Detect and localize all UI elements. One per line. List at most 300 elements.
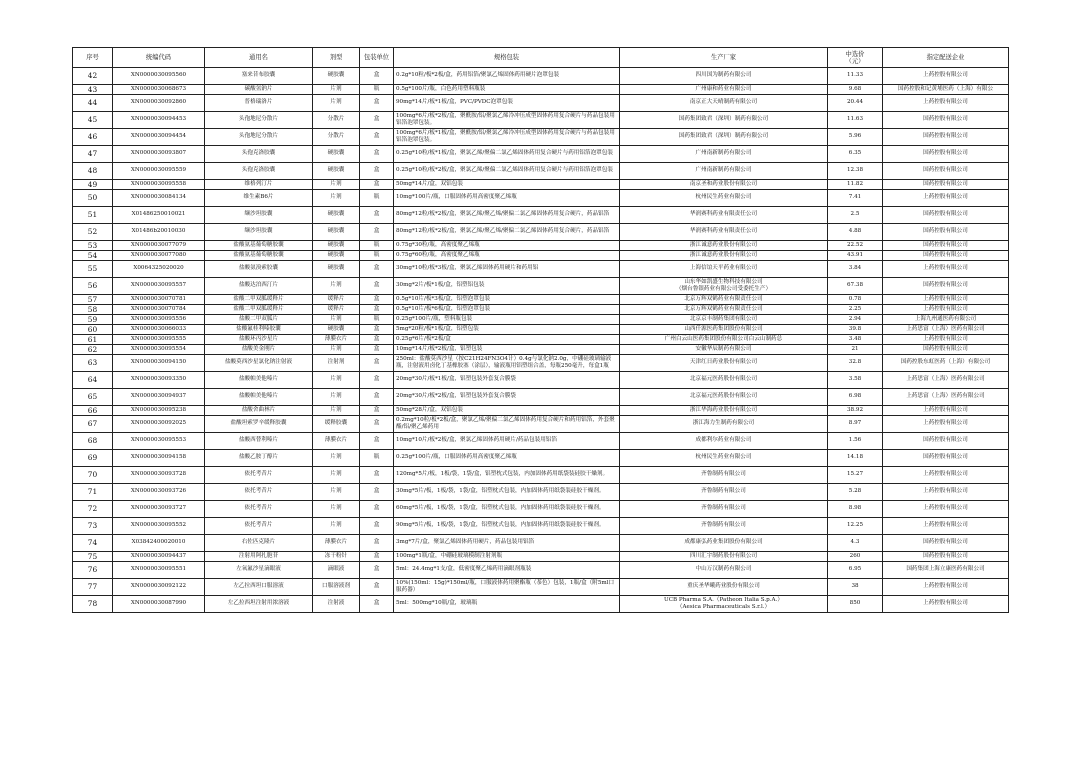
cell-package-unit-text: 盒: [373, 583, 380, 590]
table-row: [73, 596, 1009, 613]
cell-generic-name-text: 盐酸氟桂利嗪胶囊: [236, 325, 281, 332]
cell-price: [828, 278, 883, 295]
cell-price: [828, 450, 883, 467]
cell-code-text: XN0000030093727: [130, 505, 187, 512]
cell-package-unit-text: 盒: [373, 265, 380, 272]
cell-price-text: 5.28: [848, 488, 862, 495]
cell-spec: [394, 518, 620, 535]
cell-manufacturer-text: 广州康和药业有限公司: [695, 85, 752, 92]
cell-code: [113, 389, 205, 406]
cell-spec: [394, 372, 620, 389]
cell-dosage-form-text: 分散片: [327, 133, 345, 140]
cell-spec-text: 5ml：24.4mg*1支/盒，低密度聚乙烯药用滴眼剂瓶装: [396, 566, 532, 573]
cell-spec-text: 50mg*28片/盒，双铝包装: [396, 406, 463, 413]
cell-price: [828, 579, 883, 596]
cell-package-unit-text: 盒: [373, 552, 380, 559]
cell-index: [73, 295, 113, 305]
cell-code: [113, 261, 205, 278]
cell-price: [828, 146, 883, 163]
cell-distributor-text: 上药控股有限公司: [923, 335, 968, 342]
cell-generic-name: [205, 518, 313, 535]
cell-manufacturer-text: 南京圣和药业股份有限公司: [689, 180, 758, 187]
cell-dosage-form: [313, 433, 360, 450]
cell-index-text: 44: [87, 98, 98, 108]
cell-manufacturer: [620, 389, 828, 406]
cell-price-text: 15.27: [846, 471, 863, 478]
cell-manufacturer: [620, 345, 828, 355]
cell-index-text: 66: [87, 405, 98, 415]
cell-package-unit: [360, 224, 394, 241]
cell-generic-name: [205, 180, 313, 190]
cell-code: [113, 433, 205, 450]
cell-spec: [394, 278, 620, 295]
cell-code-text: XN0000030095559: [130, 167, 187, 174]
header-row: [73, 48, 1009, 68]
cell-dosage-form: [313, 389, 360, 406]
cell-code: [113, 335, 205, 345]
cell-spec-text: 10mg*14片/板*2板/盒，铝塑包装: [396, 345, 483, 352]
cell-generic-name-text: 盐酸氨基葡萄糖胶囊: [233, 241, 284, 248]
cell-price-text: 5.96: [848, 133, 862, 140]
cell-index: [73, 518, 113, 535]
cell-distributor-text: 国药控股有限公司: [923, 454, 968, 461]
cell-generic-name-text: 盐酸氨溴索胶囊: [238, 265, 279, 272]
table-row: [73, 180, 1009, 190]
cell-package-unit-text: 盒: [373, 345, 380, 352]
cell-manufacturer: [620, 95, 828, 112]
cell-code-text: XN0000030066033: [130, 325, 187, 332]
cell-package-unit: [360, 518, 394, 535]
cell-price: [828, 355, 883, 372]
cell-index-text: 51: [87, 210, 98, 220]
cell-index-text: 58: [87, 304, 98, 314]
cell-manufacturer-text: 北京福元医药股份有限公司: [689, 393, 758, 400]
header-price: 中选价 （元）: [828, 48, 883, 68]
cell-manufacturer: [620, 372, 828, 389]
cell-code-text: XN0000030094158: [130, 454, 187, 461]
cell-generic-name-text: 塞来昔布胶囊: [241, 72, 276, 79]
cell-spec-text: 0.5g*10片/板*6板/盒，铝塑泡罩包装: [396, 305, 491, 312]
cell-manufacturer-text: 浙江诚意药业股份有限公司: [689, 251, 758, 258]
cell-generic-name-text: 左乙拉西坦注射用浓溶液: [227, 600, 290, 607]
cell-spec-text: 5mg*20粒/板*1板/盒，铝塑包装: [396, 325, 479, 332]
cell-package-unit: [360, 146, 394, 163]
cell-index: [73, 315, 113, 325]
cell-distributor: [883, 190, 1009, 207]
cell-generic-name-text: 盐酸帕美他嗪片: [238, 376, 279, 383]
cell-dosage-form-text: 片剂: [330, 376, 342, 383]
cell-distributor: [883, 579, 1009, 596]
cell-spec-text: 20mg*30片/板*1板/盒，铝塑包装外套复合膜袋: [396, 376, 516, 383]
cell-generic-name-text: 依托考昔片: [244, 471, 273, 478]
cell-spec-text: 0.75g*60粒/瓶，高密度聚乙烯瓶: [396, 251, 480, 258]
cell-spec-text: 50mg*14片/盒，双铝包装: [396, 180, 463, 187]
cell-package-unit-text: 盒: [373, 335, 380, 342]
cell-index-text: 75: [87, 551, 98, 561]
cell-price: [828, 562, 883, 579]
cell-manufacturer: [620, 467, 828, 484]
cell-spec: [394, 562, 620, 579]
cell-index-text: 46: [87, 132, 98, 142]
cell-distributor-text: 国药控股有限公司: [923, 282, 968, 289]
cell-generic-name-text: 头孢克洛胶囊: [241, 150, 276, 157]
cell-dosage-form-text: 分散片: [327, 116, 345, 123]
cell-price: [828, 224, 883, 241]
cell-spec: [394, 295, 620, 305]
cell-distributor: [883, 261, 1009, 278]
cell-distributor-text: 上药控股有限公司: [923, 305, 968, 312]
cell-dosage-form: [313, 406, 360, 416]
cell-index: [73, 345, 113, 355]
cell-manufacturer-text: 华润赛科药业有限责任公司: [689, 211, 758, 218]
cell-manufacturer-text: UCB Pharma S.A.（Patheon Italia S.p.A.） （Aesica Pharmaceuticals S.r.l.）: [664, 596, 783, 610]
cell-code: [113, 450, 205, 467]
cell-code-text: XN0000030094150: [130, 359, 187, 366]
table-row: [73, 535, 1009, 552]
cell-dosage-form: [313, 278, 360, 295]
cell-distributor: [883, 180, 1009, 190]
cell-dosage-form-text: 薄膜衣片: [324, 539, 348, 546]
header-code: 统编代码: [113, 48, 205, 68]
cell-code-text: XN0000030068673: [130, 85, 187, 92]
cell-index-text: 57: [87, 294, 98, 304]
cell-code: [113, 129, 205, 146]
cell-distributor-text: 国药控股有限公司: [923, 133, 968, 140]
cell-index: [73, 85, 113, 95]
cell-generic-name-text: 左氧氟沙星滴眼液: [236, 566, 281, 573]
cell-code-text: XN0000030092122: [130, 583, 187, 590]
cell-dosage-form: [313, 450, 360, 467]
cell-index-text: 70: [87, 470, 98, 480]
cell-distributor: [883, 484, 1009, 501]
cell-spec-text: 90mg*14片/板*1板/盒，PVC/PVDC泡罩包装: [396, 99, 513, 106]
cell-price-text: 20.44: [846, 99, 863, 106]
cell-distributor: [883, 406, 1009, 416]
cell-price-text: 3.58: [848, 376, 862, 383]
cell-distributor-text: 国药控股有限公司: [923, 552, 968, 559]
cell-package-unit-text: 盒: [373, 325, 380, 332]
cell-distributor: [883, 416, 1009, 433]
cell-spec: [394, 129, 620, 146]
cell-dosage-form-text: 缓释胶囊: [324, 420, 348, 427]
cell-distributor-text: 上药控股有限公司: [923, 471, 968, 478]
cell-index: [73, 433, 113, 450]
cell-dosage-form: [313, 190, 360, 207]
cell-manufacturer-text: 浙江诚意药业股份有限公司: [689, 241, 758, 248]
cell-generic-name-text: 缬沙坦胶囊: [244, 211, 273, 218]
cell-code-text: XN0000030095560: [130, 72, 187, 79]
cell-index: [73, 224, 113, 241]
cell-code-text: XN0000030095238: [130, 406, 187, 413]
cell-manufacturer: [620, 146, 828, 163]
cell-price-text: 6.95: [848, 566, 862, 573]
cell-generic-name-text: 右佐匹克隆片: [241, 539, 276, 546]
cell-spec-text: 10mg*100片/瓶，口服固体药用高密度聚乙烯瓶: [396, 194, 517, 201]
cell-distributor: [883, 129, 1009, 146]
cell-code-text: XN0000030095552: [130, 522, 187, 529]
cell-dosage-form-text: 硬胶囊: [327, 150, 345, 157]
cell-manufacturer: [620, 278, 828, 295]
cell-manufacturer-text: 成都利尔药业有限公司: [695, 437, 752, 444]
table-row: [73, 305, 1009, 315]
cell-manufacturer: [620, 180, 828, 190]
cell-package-unit-text: 盒: [373, 505, 380, 512]
cell-index: [73, 68, 113, 85]
cell-generic-name: [205, 433, 313, 450]
cell-spec: [394, 484, 620, 501]
cell-code-text: XN0000030095554: [130, 345, 187, 352]
cell-package-unit: [360, 251, 394, 261]
cell-distributor-text: 国药控股有限公司: [923, 150, 968, 157]
cell-manufacturer-text: 北京福元医药股份有限公司: [689, 376, 758, 383]
cell-distributor-text: 上药控股有限公司: [923, 420, 968, 427]
cell-manufacturer: [620, 85, 828, 95]
cell-index-text: 48: [87, 166, 98, 176]
cell-distributor: [883, 596, 1009, 613]
cell-price: [828, 406, 883, 416]
cell-price: [828, 501, 883, 518]
cell-manufacturer: [620, 129, 828, 146]
cell-dosage-form: [313, 305, 360, 315]
cell-index-text: 78: [87, 599, 98, 609]
cell-spec-text: 100mg*1瓶/盒，中硼硅玻璃模制注射剂瓶: [396, 552, 503, 559]
cell-package-unit-text: 盒: [373, 180, 380, 187]
cell-index-text: 50: [87, 193, 98, 203]
cell-manufacturer: [620, 163, 828, 180]
table-row: [73, 355, 1009, 372]
cell-spec-text: 20mg*30片/板*2板/盒，铝塑包装外套复合膜袋: [396, 393, 516, 400]
cell-distributor-text: 上药思富（上海）医药有限公司: [906, 376, 985, 383]
cell-price: [828, 596, 883, 613]
cell-index: [73, 484, 113, 501]
cell-generic-name: [205, 596, 313, 613]
cell-dosage-form: [313, 207, 360, 224]
cell-dosage-form: [313, 484, 360, 501]
cell-distributor: [883, 450, 1009, 467]
cell-dosage-form: [313, 251, 360, 261]
cell-distributor-text: 国药控股有限公司: [923, 228, 968, 235]
cell-package-unit: [360, 305, 394, 315]
cell-package-unit-text: 瓶: [373, 315, 380, 322]
cell-spec: [394, 315, 620, 325]
cell-spec: [394, 68, 620, 85]
cell-index-text: 54: [87, 250, 98, 260]
cell-index-text: 45: [87, 115, 98, 125]
cell-code-text: XN0000030093807: [130, 150, 187, 157]
cell-spec: [394, 224, 620, 241]
cell-distributor: [883, 562, 1009, 579]
cell-index-text: 65: [87, 392, 98, 402]
cell-spec-text: 0.75g*30粒/瓶，高密度聚乙烯瓶: [396, 241, 480, 248]
cell-index-text: 42: [87, 71, 98, 81]
cell-code: [113, 345, 205, 355]
cell-price-text: 22.52: [846, 241, 863, 248]
table-row: [73, 467, 1009, 484]
table-row: [73, 68, 1009, 85]
cell-price-text: 1.56: [848, 437, 862, 444]
cell-manufacturer: [620, 68, 828, 85]
cell-code: [113, 315, 205, 325]
table-row: [73, 518, 1009, 535]
cell-dosage-form-text: 注射液: [327, 600, 345, 607]
cell-distributor: [883, 552, 1009, 562]
cell-package-unit: [360, 484, 394, 501]
cell-generic-name: [205, 278, 313, 295]
cell-price: [828, 552, 883, 562]
cell-code: [113, 552, 205, 562]
cell-manufacturer-text: 北京万辉双鹤药业有限责任公司: [684, 295, 763, 302]
cell-generic-name: [205, 190, 313, 207]
cell-code-text: XN0000030093728: [130, 471, 187, 478]
cell-code: [113, 501, 205, 518]
cell-distributor: [883, 95, 1009, 112]
cell-dosage-form-text: 口服溶液剂: [322, 583, 350, 590]
cell-distributor: [883, 325, 1009, 335]
cell-distributor: [883, 355, 1009, 372]
cell-dosage-form: [313, 146, 360, 163]
cell-dosage-form: [313, 596, 360, 613]
cell-package-unit-text: 盒: [373, 359, 380, 366]
cell-package-unit-text: 盒: [373, 211, 380, 218]
cell-generic-name-text: 普格瑞洛片: [244, 99, 273, 106]
cell-package-unit: [360, 335, 394, 345]
cell-spec: [394, 325, 620, 335]
cell-package-unit: [360, 190, 394, 207]
cell-spec: [394, 251, 620, 261]
cell-generic-name-text: 盐酸氨基葡萄糖胶囊: [233, 251, 284, 258]
cell-generic-name: [205, 416, 313, 433]
cell-price: [828, 251, 883, 261]
cell-distributor-text: 国药控股有限公司: [923, 437, 968, 444]
cell-generic-name: [205, 562, 313, 579]
cell-spec: [394, 241, 620, 251]
cell-index: [73, 325, 113, 335]
cell-package-unit: [360, 579, 394, 596]
cell-package-unit-text: 盒: [373, 488, 380, 495]
cell-code: [113, 190, 205, 207]
table-row: [73, 112, 1009, 129]
table-row: [73, 579, 1009, 596]
cell-dosage-form-text: 注射剂: [327, 359, 345, 366]
cell-dosage-form-text: 硬胶囊: [327, 228, 345, 235]
table-row: [73, 552, 1009, 562]
cell-index-text: 47: [87, 149, 98, 159]
cell-price: [828, 180, 883, 190]
cell-price-text: 6.35: [848, 150, 862, 157]
cell-price: [828, 335, 883, 345]
cell-dosage-form-text: 硬胶囊: [327, 241, 345, 248]
cell-price-text: 7.41: [848, 194, 862, 201]
table-row: [73, 278, 1009, 295]
cell-generic-name: [205, 251, 313, 261]
cell-manufacturer: [620, 355, 828, 372]
cell-manufacturer: [620, 224, 828, 241]
cell-manufacturer: [620, 596, 828, 613]
cell-package-unit: [360, 389, 394, 406]
cell-manufacturer: [620, 501, 828, 518]
cell-distributor: [883, 467, 1009, 484]
cell-manufacturer: [620, 315, 828, 325]
table-row: [73, 562, 1009, 579]
cell-code-text: XN0000030095556: [130, 315, 187, 322]
cell-manufacturer-text: 四川国为制药有限公司: [695, 72, 752, 79]
cell-spec: [394, 305, 620, 315]
cell-code-text: XN0000030092860: [130, 99, 187, 106]
cell-dosage-form: [313, 416, 360, 433]
table-row: [73, 389, 1009, 406]
cell-index-text: 71: [87, 487, 98, 497]
cell-index: [73, 241, 113, 251]
cell-spec: [394, 416, 620, 433]
cell-code: [113, 278, 205, 295]
cell-manufacturer: [620, 518, 828, 535]
cell-distributor-text: 上药控股有限公司: [923, 194, 968, 201]
cell-spec-text: 80mg*12粒/板*2板/盒，聚氯乙烯/聚乙烯/聚偏二氯乙烯固体药用复合硬片，药品铝箔: [396, 211, 610, 218]
cell-code-text: XN0000030093350: [130, 376, 187, 383]
cell-distributor-text: 国药控股有限公司: [923, 211, 968, 218]
cell-package-unit-text: 瓶: [373, 194, 380, 201]
cell-package-unit-text: 盒: [373, 167, 380, 174]
cell-generic-name-text: 盐酸二甲双胍缓释片: [233, 305, 284, 312]
cell-index: [73, 335, 113, 345]
cell-package-unit: [360, 207, 394, 224]
cell-distributor: [883, 345, 1009, 355]
cell-generic-name: [205, 406, 313, 416]
cell-index-text: 61: [87, 334, 98, 344]
cell-package-unit-text: 瓶: [373, 241, 380, 248]
cell-distributor-text: 国药控股有限公司: [923, 539, 968, 546]
cell-distributor: [883, 389, 1009, 406]
cell-code: [113, 85, 205, 95]
cell-dosage-form-text: 片剂: [330, 454, 342, 461]
cell-generic-name-text: 盐酸西替利嗪片: [238, 437, 279, 444]
cell-generic-name: [205, 325, 313, 335]
cell-index-text: 64: [87, 375, 98, 385]
cell-index: [73, 251, 113, 261]
cell-dosage-form-text: 片剂: [330, 85, 342, 92]
cell-price: [828, 325, 883, 335]
cell-price: [828, 163, 883, 180]
cell-manufacturer-text: 齐鲁制药有限公司: [701, 488, 746, 495]
cell-dosage-form-text: 片剂: [330, 522, 342, 529]
cell-manufacturer-text: 成都康弘药业集团股份有限公司: [684, 539, 763, 546]
cell-generic-name: [205, 163, 313, 180]
cell-manufacturer-text: 中山万汉制药有限公司: [695, 566, 752, 573]
cell-code: [113, 325, 205, 335]
cell-dosage-form: [313, 535, 360, 552]
cell-dosage-form-text: 片剂: [330, 194, 342, 201]
cell-price: [828, 261, 883, 278]
cell-index: [73, 278, 113, 295]
cell-generic-name: [205, 305, 313, 315]
cell-spec: [394, 552, 620, 562]
table-row: [73, 95, 1009, 112]
cell-distributor: [883, 315, 1009, 325]
cell-dosage-form: [313, 467, 360, 484]
table-row: [73, 345, 1009, 355]
cell-package-unit: [360, 372, 394, 389]
cell-index: [73, 190, 113, 207]
cell-dosage-form: [313, 224, 360, 241]
cell-generic-name-text: 依托考昔片: [244, 522, 273, 529]
cell-manufacturer-text: 广州南新制药有限公司: [695, 150, 752, 157]
cell-spec-text: 100mg*6片/板*1板/盒，聚酰胺/铝/聚氯乙烯冷冲压成型固体药用复合硬片与药品包装用铝箔泡罩包装。: [396, 129, 615, 143]
cell-manufacturer: [620, 433, 828, 450]
table-row: [73, 315, 1009, 325]
cell-distributor: [883, 433, 1009, 450]
cell-dosage-form-text: 冻干粉针: [324, 552, 348, 559]
cell-dosage-form-text: 硬胶囊: [327, 72, 345, 79]
